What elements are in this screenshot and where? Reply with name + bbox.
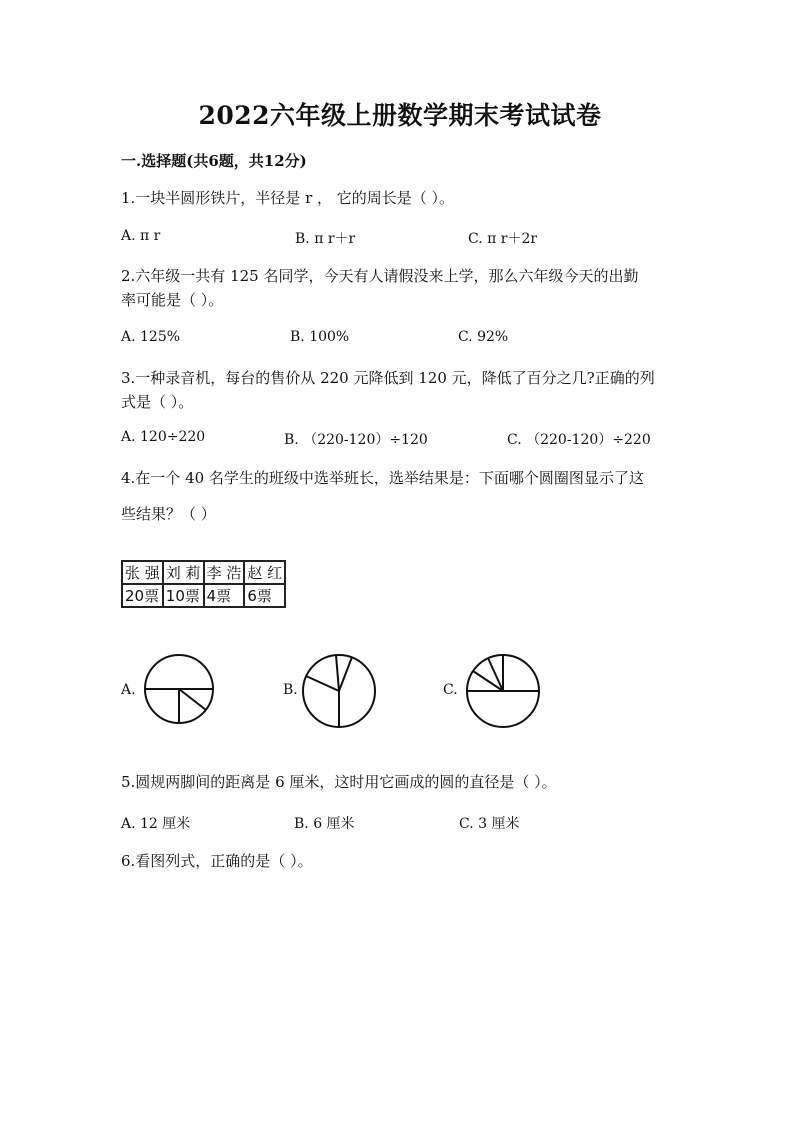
question-3-option-a[interactable]: A. 120÷220 xyxy=(121,429,206,445)
vote-table xyxy=(121,560,286,608)
question-1-option-c[interactable]: C. π r＋2r xyxy=(468,231,538,247)
vote-table-names-row xyxy=(122,561,285,584)
question-6-stem: 6.看图列式，正确的是（ ）。 xyxy=(121,852,313,870)
question-3-stem-line-1: 3.一种录音机，每台的售价从 220 元降低到 120 元，降低了百分之几?正确的列 xyxy=(121,369,655,387)
question-5-option-b[interactable]: B. 6 厘米 xyxy=(294,816,355,832)
question-3-option-b[interactable]: B. （220-120）÷120 xyxy=(284,432,428,448)
question-2-option-a[interactable]: A. 125% xyxy=(121,329,181,345)
question-2-option-b[interactable]: B. 100% xyxy=(290,329,350,345)
question-2-stem-line-2: 率可能是（ ）。 xyxy=(121,291,224,309)
question-4-option-a-label[interactable]: A. xyxy=(121,682,136,698)
question-5-option-c[interactable]: C. 3 厘米 xyxy=(459,816,520,832)
vote-table-votes-row xyxy=(122,584,285,607)
section-heading: 一.选择题(共6题，共12分) xyxy=(121,152,307,170)
question-4-stem-line-2: 些结果？（ ） xyxy=(121,505,216,523)
vote-table-name-cell: 李 浩 xyxy=(204,561,245,584)
question-1-option-a[interactable]: A. π r xyxy=(121,228,161,244)
pie-b-radius-top-right xyxy=(339,657,352,691)
question-4-option-c-label[interactable]: C. xyxy=(443,682,458,698)
question-4-option-c-pie[interactable] xyxy=(466,654,540,728)
question-4-option-a-pie[interactable] xyxy=(144,654,214,724)
pie-b-radius-top xyxy=(336,655,339,691)
question-2-stem-line-1: 2.六年级一共有 125 名同学，今天有人请假没来上学，那么六年级今天的出勤 xyxy=(121,267,639,285)
pie-a-radius-diagonal xyxy=(179,689,206,710)
vote-table-vote-cell: 4票 xyxy=(204,584,245,607)
page-title: 2022六年级上册数学期末考试试卷 xyxy=(198,101,602,130)
question-4-option-b-pie[interactable] xyxy=(302,654,376,728)
pie-b-radius-left xyxy=(306,676,339,691)
question-5-stem: 5.圆规两脚间的距离是 6 厘米，这时用它画成的圆的直径是（ ）。 xyxy=(121,773,557,791)
vote-table-name-cell: 赵 红 xyxy=(244,561,285,584)
question-3-option-c[interactable]: C. （220-120）÷220 xyxy=(507,432,651,448)
vote-table-name-cell: 刘 莉 xyxy=(163,561,204,584)
vote-table-wrapper xyxy=(121,560,286,608)
question-4-stem-line-1: 4.在一个 40 名学生的班级中选举班长，选举结果是：下面哪个圆圈图显示了这 xyxy=(121,469,644,487)
question-5-option-a[interactable]: A. 12 厘米 xyxy=(121,816,191,832)
vote-table-vote-cell: 6票 xyxy=(244,584,285,607)
question-4-option-b-label[interactable]: B. xyxy=(283,682,298,698)
question-3-stem xyxy=(121,366,681,414)
vote-table-name-cell: 张 强 xyxy=(122,561,163,584)
question-2-stem xyxy=(121,264,681,312)
question-3-stem-line-2: 式是（ ）。 xyxy=(121,393,194,411)
question-2-option-c[interactable]: C. 92% xyxy=(458,329,509,345)
question-1-option-b[interactable]: B. π r＋r xyxy=(295,231,356,247)
vote-table-vote-cell: 20票 xyxy=(122,584,163,607)
question-1-stem: 1.一块半圆形铁片，半径是 r ， 它的周长是（ ）。 xyxy=(121,189,455,207)
vote-table-vote-cell: 10票 xyxy=(163,584,204,607)
